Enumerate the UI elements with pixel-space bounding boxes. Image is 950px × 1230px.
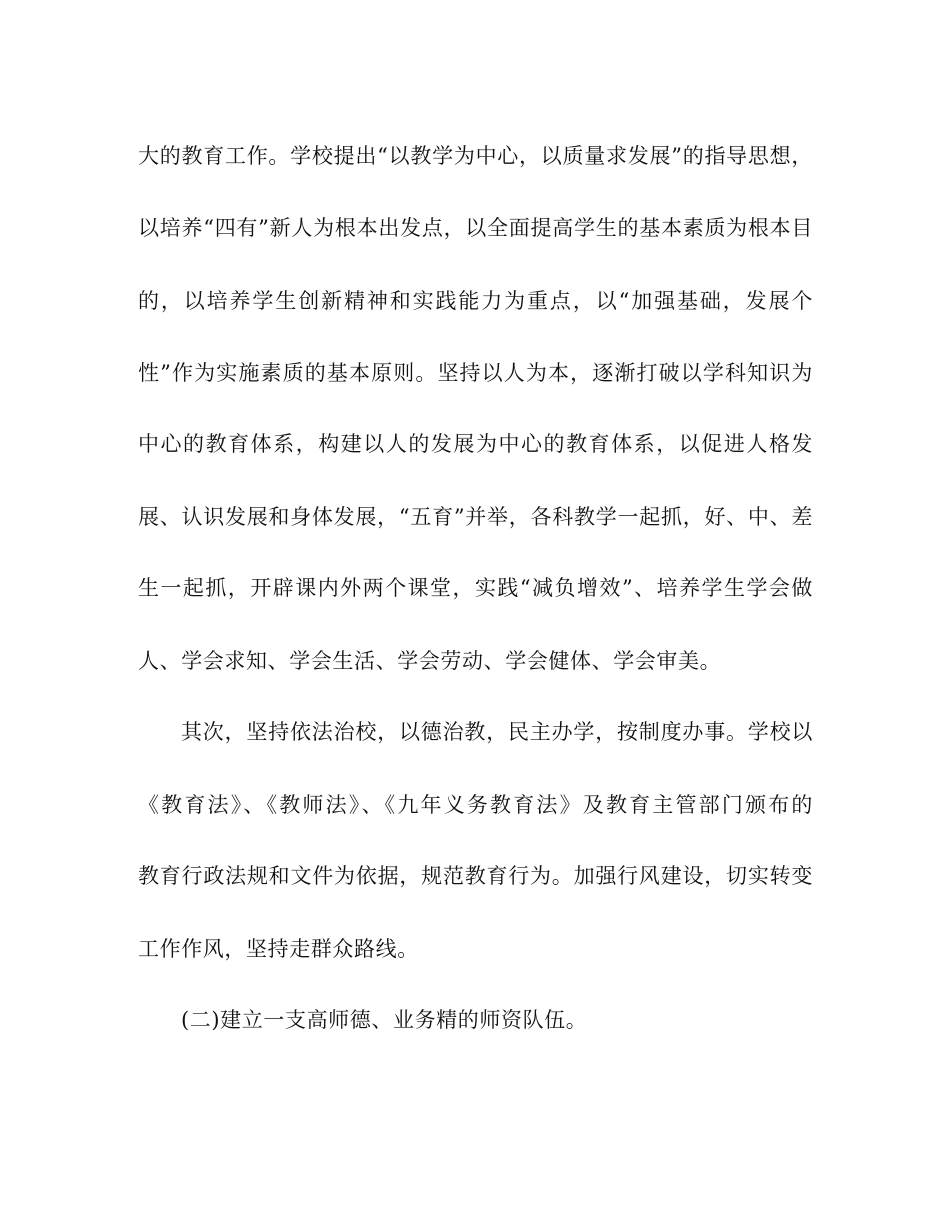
paragraph-line: 中心的教育体系，构建以人的发展为中心的教育体系，以促进人格发 <box>138 432 813 456</box>
paragraph-line: 《教育法》、《教师法》、《九年义务教育法》及教育主管部门颁布的 <box>138 793 813 817</box>
paragraph-line: 大的教育工作。学校提出“以教学为中心，以质量求发展”的指导思想， <box>138 144 813 168</box>
paragraph-line: 的，以培养学生创新精神和实践能力为重点，以“加强基础，发展个 <box>138 289 813 313</box>
paragraph-line: 工作作风，坚持走群众路线。 <box>138 937 419 961</box>
paragraph-line: 生一起抓，开辟课内外两个课堂，实践“减负增效”、培养学生学会做 <box>138 576 813 600</box>
section-heading: (二)建立一支高师德、业务精的师资队伍。 <box>181 1008 588 1032</box>
paragraph-line: 展、认识发展和身体发展，“五育”并举，各科教学一起抓，好、中、差 <box>138 505 813 529</box>
paragraph-line: 以培养“四有”新人为根本出发点，以全面提高学生的基本素质为根本目 <box>138 216 813 240</box>
paragraph-line: 人、学会求知、学会生活、学会劳动、学会健体、学会审美。 <box>138 649 722 673</box>
paragraph-line: 性”作为实施素质的基本原则。坚持以人为本，逐渐打破以学科知识为 <box>138 361 813 385</box>
paragraph-line: 教育行政法规和文件为依据，规范教育行为。加强行风建设，切实转变 <box>138 864 813 888</box>
paragraph-line: 其次，坚持依法治校，以德治教，民主办学，按制度办事。学校以 <box>181 720 813 744</box>
